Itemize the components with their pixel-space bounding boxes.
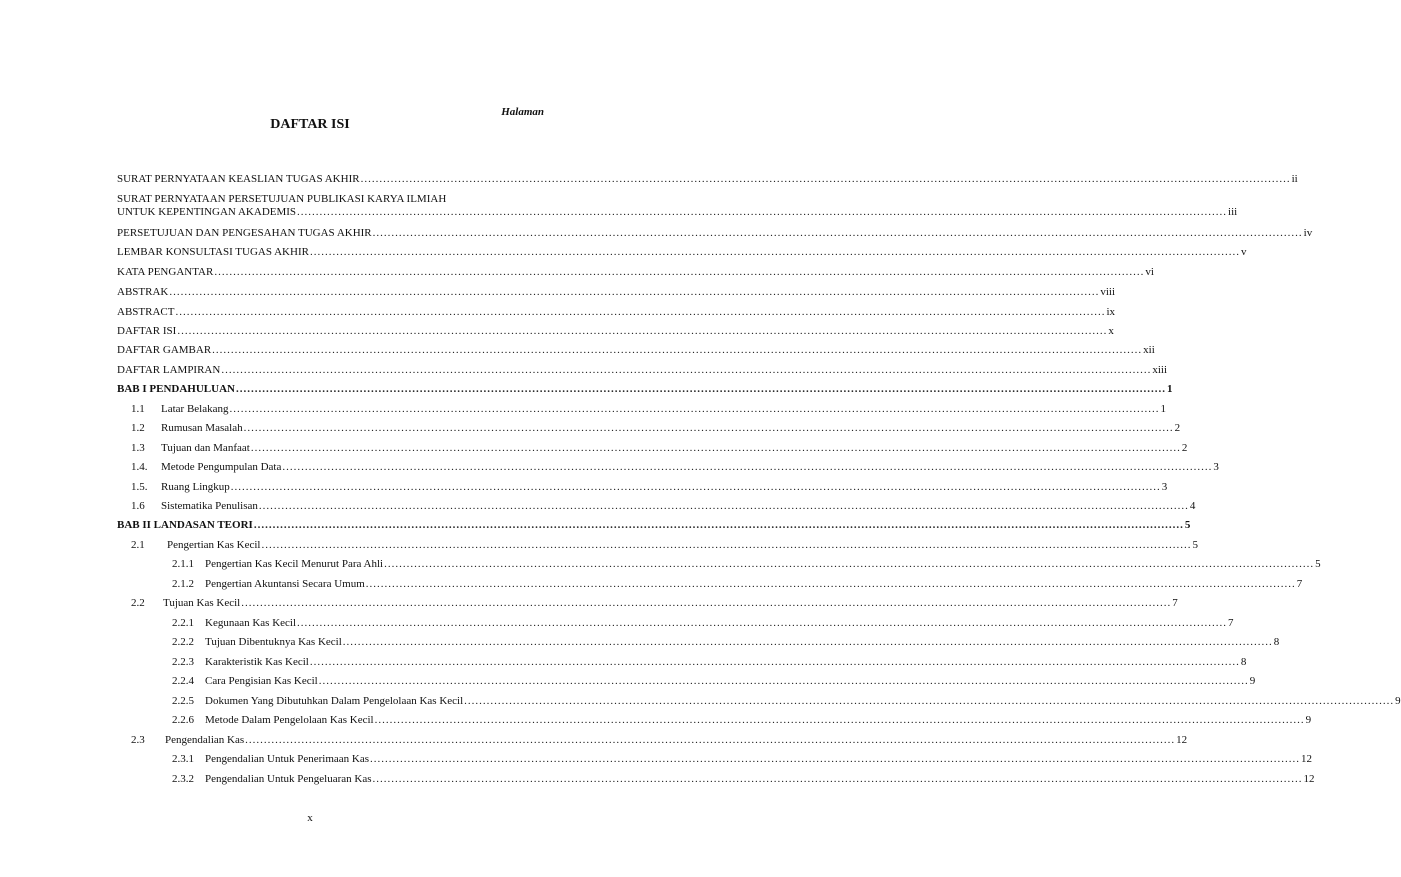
toc-page-number: x [1108,325,1114,337]
toc-entry-text-line1: SURAT PERNYATAAN PERSETUJUAN PUBLIKASI KARYA ILMIAH [117,193,447,205]
leader-dots [169,286,1099,299]
toc-section[interactable] [131,461,1219,474]
toc-page-number: viii [1100,286,1116,298]
leader-dots [375,714,1305,727]
toc-entry-text: Pengertian Kas Kecil [167,539,261,551]
toc-section[interactable] [131,481,1168,494]
leader-dots [366,578,1296,591]
leader-dots [319,675,1249,688]
leader-dots [177,325,1107,338]
toc-section[interactable] [131,539,1198,552]
leader-dots [241,597,1171,610]
toc-entry-text: Tujuan Kas Kecil [163,597,241,609]
toc-page-number: 5 [1315,558,1321,570]
leader-dots [343,636,1273,649]
toc-entry-text: Rumusan Masalah [161,422,243,434]
leader-dots [370,753,1300,766]
section-number: 1.3 [131,442,145,454]
leader-dots [236,383,1166,396]
toc-entry-text: DAFTAR ISI [117,325,177,337]
toc-page-number: xiii [1152,364,1167,376]
leader-dots [297,206,1227,219]
leader-dots [214,266,1144,279]
toc-page-number: 1 [1160,403,1166,415]
toc-entry-text: Cara Pengisian Kas Kecil [205,675,318,687]
toc-subsection[interactable] [172,558,1321,571]
leader-dots [464,695,1394,708]
page-title: DAFTAR ISI [270,117,350,132]
toc-chapter[interactable] [117,519,1191,532]
toc-section[interactable] [131,597,1178,610]
toc-entry-text: ABSTRACT [117,306,175,318]
toc-entry-text: BAB II LANDASAN TEORI [117,519,253,531]
toc-section[interactable] [131,422,1181,435]
leader-dots [231,481,1161,494]
leader-dots [221,364,1151,377]
leader-dots [261,539,1191,552]
leader-dots [310,656,1240,669]
toc-entry-text: ABSTRAK [117,286,169,298]
section-number: 1.1 [131,403,145,415]
leader-dots [244,422,1174,435]
toc-chapter[interactable] [117,383,1173,396]
toc-entry[interactable] [117,364,1167,377]
toc-section[interactable] [131,403,1166,416]
toc-page-number: 7 [1228,617,1234,629]
section-number: 2.1.1 [172,558,194,570]
toc-entry-text: Metode Pengumpulan Data [161,461,282,473]
leader-dots [175,306,1105,319]
toc-entry-text: Pengertian Akuntansi Secara Umum [205,578,365,590]
toc-subsection[interactable] [172,617,1234,630]
toc-entry-text: Pengertian Kas Kecil Menurut Para Ahli [205,558,384,570]
leader-dots [384,558,1314,571]
toc-entry[interactable] [117,193,1238,219]
toc-page-number: xii [1143,344,1155,356]
toc-page-number: 12 [1303,773,1315,785]
toc-page-number: vi [1145,266,1154,278]
toc-page-number: 12 [1176,734,1188,746]
toc-page-number: 7 [1172,597,1178,609]
toc-page-number: v [1240,246,1247,258]
toc-page-number: 1 [1166,383,1173,395]
toc-page-number: 3 [1213,461,1219,473]
section-number: 2.2.4 [172,675,194,687]
toc-page-number: iv [1303,227,1313,239]
section-number: 2.3.2 [172,773,194,785]
page-column-label: Halaman [501,106,544,118]
toc-page-number: 12 [1301,753,1313,765]
section-number: 2.2.1 [172,617,194,629]
section-number: 2.1.2 [172,578,194,590]
toc-subsection[interactable] [172,656,1247,669]
toc-entry[interactable] [117,227,1313,240]
toc-entry-text: SURAT PERNYATAAN KEASLIAN TUGAS AKHIR [117,173,360,185]
toc-entry-text: DAFTAR LAMPIRAN [117,364,221,376]
toc-page-number: 2 [1181,442,1188,454]
section-number: 1.6 [131,500,145,512]
toc-entry-text: Tujuan Dibentuknya Kas Kecil [205,636,342,648]
toc-section[interactable] [131,442,1188,455]
toc-entry-text: Metode Dalam Pengelolaan Kas Kecil [205,714,374,726]
toc-entry-text: Pengendalian Untuk Pengeluaran Kas [205,773,372,785]
leader-dots [310,246,1240,259]
toc-page-number: ii [1291,173,1298,185]
toc-entry-text: Ruang Lingkup [161,481,230,493]
toc-entry-text: Kegunaan Kas Kecil [205,617,297,629]
toc-entry-text: UNTUK KEPENTINGAN AKADEMIS [117,206,297,218]
toc-page-number: 2 [1174,422,1181,434]
leader-dots [259,500,1189,513]
toc-page-number: 9 [1305,714,1312,726]
toc-section[interactable] [131,500,1196,513]
leader-dots [230,403,1160,416]
toc-entry-text: Latar Belakang [161,403,229,415]
toc-section[interactable] [131,734,1188,747]
leader-dots [373,227,1303,240]
leader-dots [361,173,1291,186]
toc-subsection[interactable] [172,773,1315,786]
toc-entry[interactable] [117,246,1247,259]
toc-subsection[interactable] [172,695,1401,708]
toc-entry-text: Dokumen Yang Dibutuhkan Dalam Pengelolaan Kas Kecil [205,695,464,707]
section-number: 2.2.6 [172,714,194,726]
toc-entry-text: DAFTAR GAMBAR [117,344,212,356]
toc-entry[interactable] [117,173,1298,186]
toc-entry[interactable] [117,306,1116,319]
toc-page-number: 8 [1273,636,1280,648]
leader-dots [372,773,1302,786]
toc-page-number: 9 [1249,675,1256,687]
section-number: 2.2.5 [172,695,194,707]
section-number: 2.1 [131,539,145,551]
toc-entry-text: Tujuan dan Manfaat [161,442,250,454]
toc-entry-text: Karakteristik Kas Kecil [205,656,309,668]
toc-entry-text: BAB I PENDAHULUAN [117,383,235,395]
toc-subsection[interactable] [172,578,1303,591]
section-number: 1.5. [131,481,148,493]
toc-page-number: 7 [1296,578,1303,590]
leader-dots [282,461,1212,474]
toc-page-number: 8 [1240,656,1247,668]
section-number: 2.3 [131,734,145,746]
toc-subsection[interactable] [172,636,1280,649]
section-number: 2.2.3 [172,656,194,668]
section-number: 1.2 [131,422,145,434]
toc-page-number: 3 [1161,481,1168,493]
toc-subsection[interactable] [172,714,1312,727]
toc-entry-text: LEMBAR KONSULTASI TUGAS AKHIR [117,246,309,258]
section-number: 2.2.2 [172,636,194,648]
leader-dots [212,344,1142,357]
leader-dots [297,617,1227,630]
section-number: 2.2 [131,597,145,609]
toc-page-number: 4 [1189,500,1196,512]
toc-subsection[interactable] [172,753,1313,766]
leader-dots [251,442,1181,455]
toc-page-number: 9 [1395,695,1401,707]
leader-dots [245,734,1175,747]
toc-entry-text: Pengendalian Kas [165,734,245,746]
toc-page-number: 5 [1184,519,1191,531]
toc-page-number: iii [1228,206,1238,218]
section-number: 2.3.1 [172,753,194,765]
toc-entry[interactable] [117,344,1155,357]
toc-entry-text: Sistematika Penulisan [161,500,258,512]
section-number: 1.4. [131,461,148,473]
toc-entry-text: KATA PENGANTAR [117,266,214,278]
page-number-footer: x [307,812,313,824]
toc-entry[interactable] [117,286,1116,299]
toc-page-number: 5 [1192,539,1198,551]
toc-entry[interactable] [117,266,1154,279]
toc-page-number: ix [1106,306,1116,318]
toc-entry-text: Pengendalian Untuk Penerimaan Kas [205,753,370,765]
toc-subsection[interactable] [172,675,1256,688]
toc-entry-text: PERSETUJUAN DAN PENGESAHAN TUGAS AKHIR [117,227,372,239]
leader-dots [254,519,1184,532]
toc-entry[interactable] [117,325,1114,338]
